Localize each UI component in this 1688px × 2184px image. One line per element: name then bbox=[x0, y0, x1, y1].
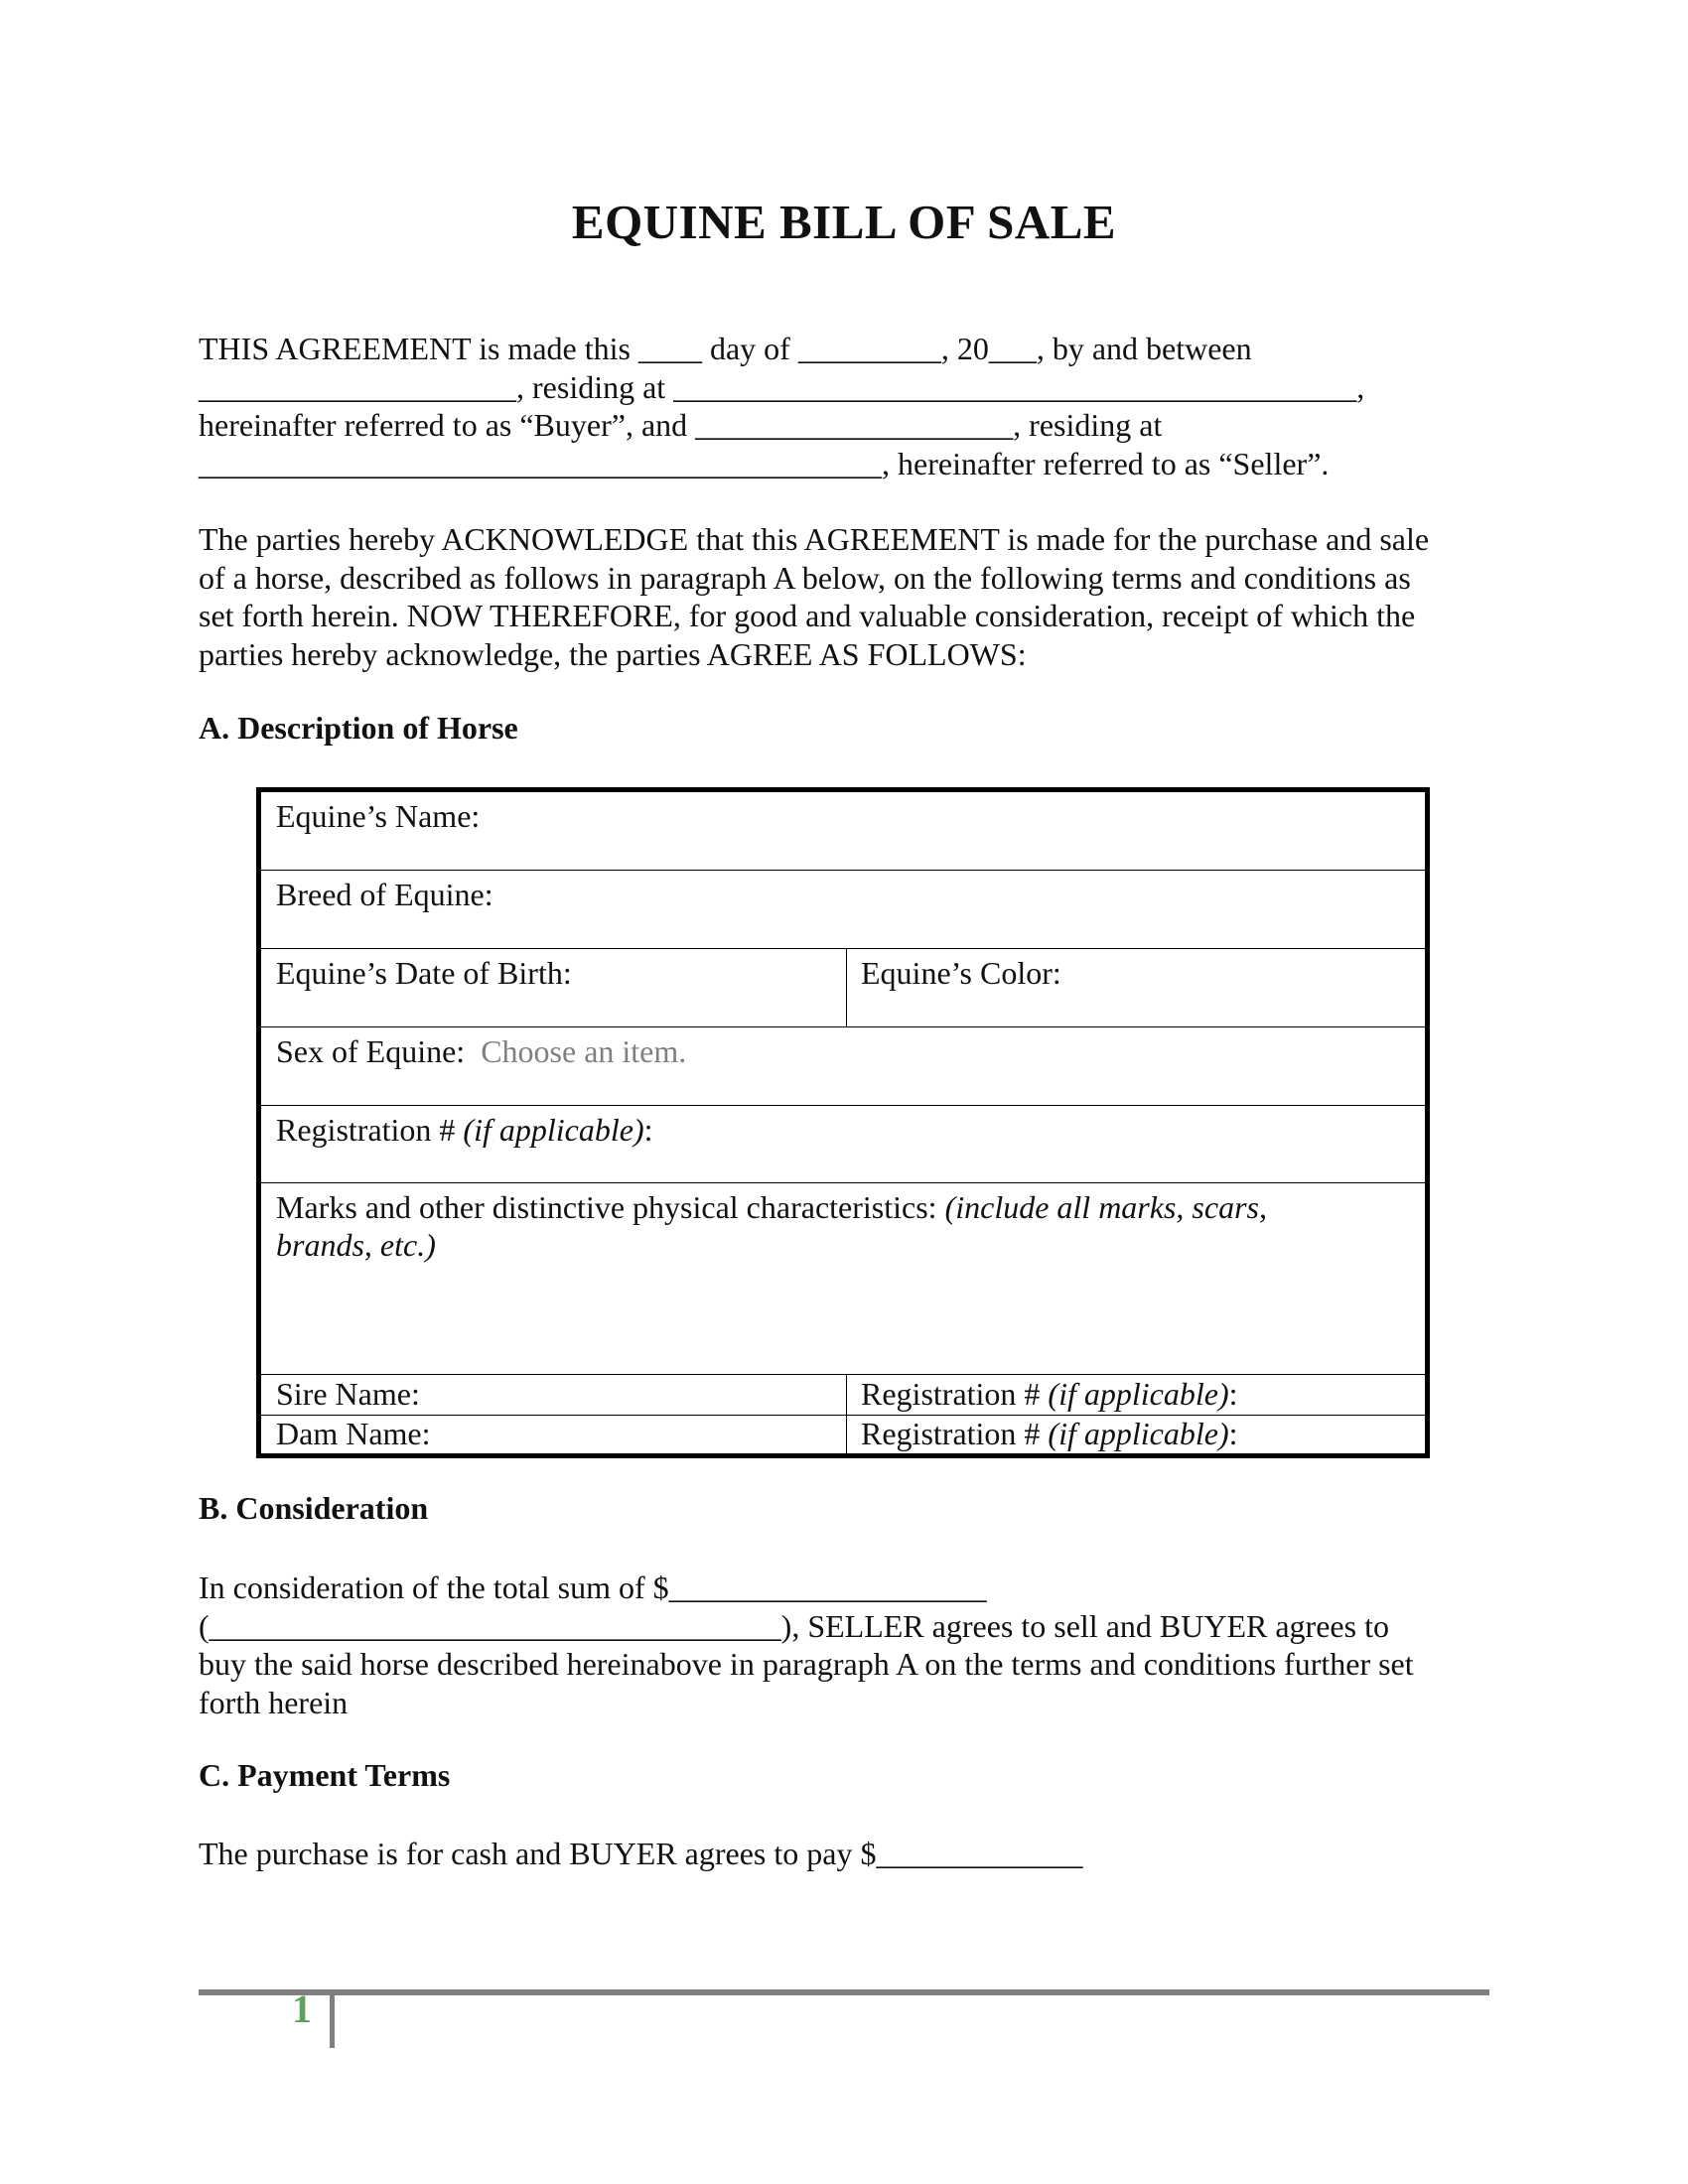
section-b-heading: B. Consideration bbox=[199, 1490, 429, 1526]
colon: : bbox=[643, 1112, 653, 1148]
intro-line: ___________________________________________, hereinafter referred to as “Seller”. bbox=[199, 445, 1330, 481]
footer-divider bbox=[330, 1992, 335, 2048]
table-row bbox=[261, 792, 1425, 870]
dam-name-field[interactable] bbox=[261, 1416, 847, 1453]
sex-label: Sex of Equine: bbox=[276, 1033, 466, 1069]
marks-note: brands, etc.) bbox=[276, 1227, 436, 1263]
breed-field[interactable] bbox=[261, 871, 1425, 948]
if-applicable-note: (if applicable) bbox=[1048, 1416, 1229, 1451]
color-label: Equine’s Color: bbox=[861, 955, 1061, 991]
color-field[interactable] bbox=[847, 949, 1425, 1026]
document-title: EQUINE BILL OF SALE bbox=[571, 195, 1117, 249]
marks-field[interactable] bbox=[261, 1183, 1425, 1374]
sex-dropdown[interactable]: Choose an item. bbox=[481, 1033, 687, 1069]
payment-terms-paragraph bbox=[199, 1835, 1489, 1873]
intro-line: ____________________, residing at ___________________________________________, bbox=[199, 368, 1365, 405]
ack-line: The parties hereby ACKNOWLEDGE that this AGREEMENT is made for the purchase and sale bbox=[199, 521, 1430, 557]
sire-name-field[interactable] bbox=[261, 1375, 847, 1415]
intro-line: THIS AGREEMENT is made this ____ day of _________, 20___, by and between bbox=[199, 331, 1252, 366]
equine-name-field[interactable] bbox=[261, 792, 1425, 870]
registration-label: Registration # bbox=[276, 1112, 464, 1148]
date-of-birth-field[interactable] bbox=[261, 949, 847, 1026]
breed-label: Breed of Equine: bbox=[276, 877, 493, 912]
ack-line: parties hereby acknowledge, the parties AGREE AS FOLLOWS: bbox=[199, 635, 1027, 672]
marks-label: Marks and other distinctive physical characteristics: bbox=[276, 1189, 945, 1225]
consideration-paragraph bbox=[199, 1569, 1489, 1721]
table-row bbox=[261, 1105, 1425, 1182]
consideration-line: In consideration of the total sum of $____________________ bbox=[199, 1570, 987, 1605]
acknowledgement-paragraph bbox=[199, 520, 1489, 673]
intro-paragraph bbox=[199, 330, 1489, 482]
table-row bbox=[261, 1415, 1425, 1453]
table-row bbox=[261, 1374, 1425, 1415]
marks-note: (include all marks, scars, bbox=[944, 1189, 1267, 1225]
consideration-line: buy the said horse described hereinabove in paragraph A on the terms and conditions further set bbox=[199, 1646, 1414, 1682]
sire-registration-field[interactable] bbox=[847, 1375, 1425, 1415]
ack-line: set forth herein. NOW THEREFORE, for good and valuable consideration, receipt of which the bbox=[199, 598, 1416, 633]
registration-label: Registration # bbox=[861, 1416, 1049, 1451]
table-row bbox=[261, 870, 1425, 948]
date-of-birth-label: Equine’s Date of Birth: bbox=[276, 955, 572, 991]
section-c-heading: C. Payment Terms bbox=[199, 1757, 451, 1793]
if-applicable-note: (if applicable) bbox=[1048, 1376, 1229, 1412]
intro-line: hereinafter referred to as “Buyer”, and ____________________, residing at bbox=[199, 407, 1163, 443]
colon: : bbox=[1228, 1376, 1238, 1412]
payment-line: The purchase is for cash and BUYER agrees to pay $_____________ bbox=[199, 1836, 1083, 1871]
sex-field bbox=[261, 1027, 1425, 1105]
dam-name-label: Dam Name: bbox=[276, 1416, 431, 1451]
ack-line: of a horse, described as follows in paragraph A below, on the following terms and conditions as bbox=[199, 559, 1411, 596]
table-row bbox=[261, 1182, 1425, 1374]
colon: : bbox=[1228, 1416, 1238, 1451]
page-number: 1 bbox=[292, 1986, 312, 2031]
dam-registration-field[interactable] bbox=[847, 1416, 1425, 1453]
consideration-line: (____________________________________), SELLER agrees to sell and BUYER agrees to bbox=[199, 1607, 1389, 1644]
consideration-line: forth herein bbox=[199, 1684, 349, 1720]
table-row bbox=[261, 948, 1425, 1026]
registration-field[interactable] bbox=[261, 1106, 1425, 1182]
if-applicable-note: (if applicable) bbox=[463, 1112, 644, 1148]
table-row bbox=[261, 1026, 1425, 1105]
section-a-heading: A. Description of Horse bbox=[199, 710, 518, 746]
equine-name-label: Equine’s Name: bbox=[276, 798, 481, 834]
footer-rule bbox=[199, 1989, 1489, 1995]
sire-name-label: Sire Name: bbox=[276, 1376, 420, 1412]
registration-label: Registration # bbox=[861, 1376, 1049, 1412]
horse-description-table bbox=[256, 787, 1430, 1458]
